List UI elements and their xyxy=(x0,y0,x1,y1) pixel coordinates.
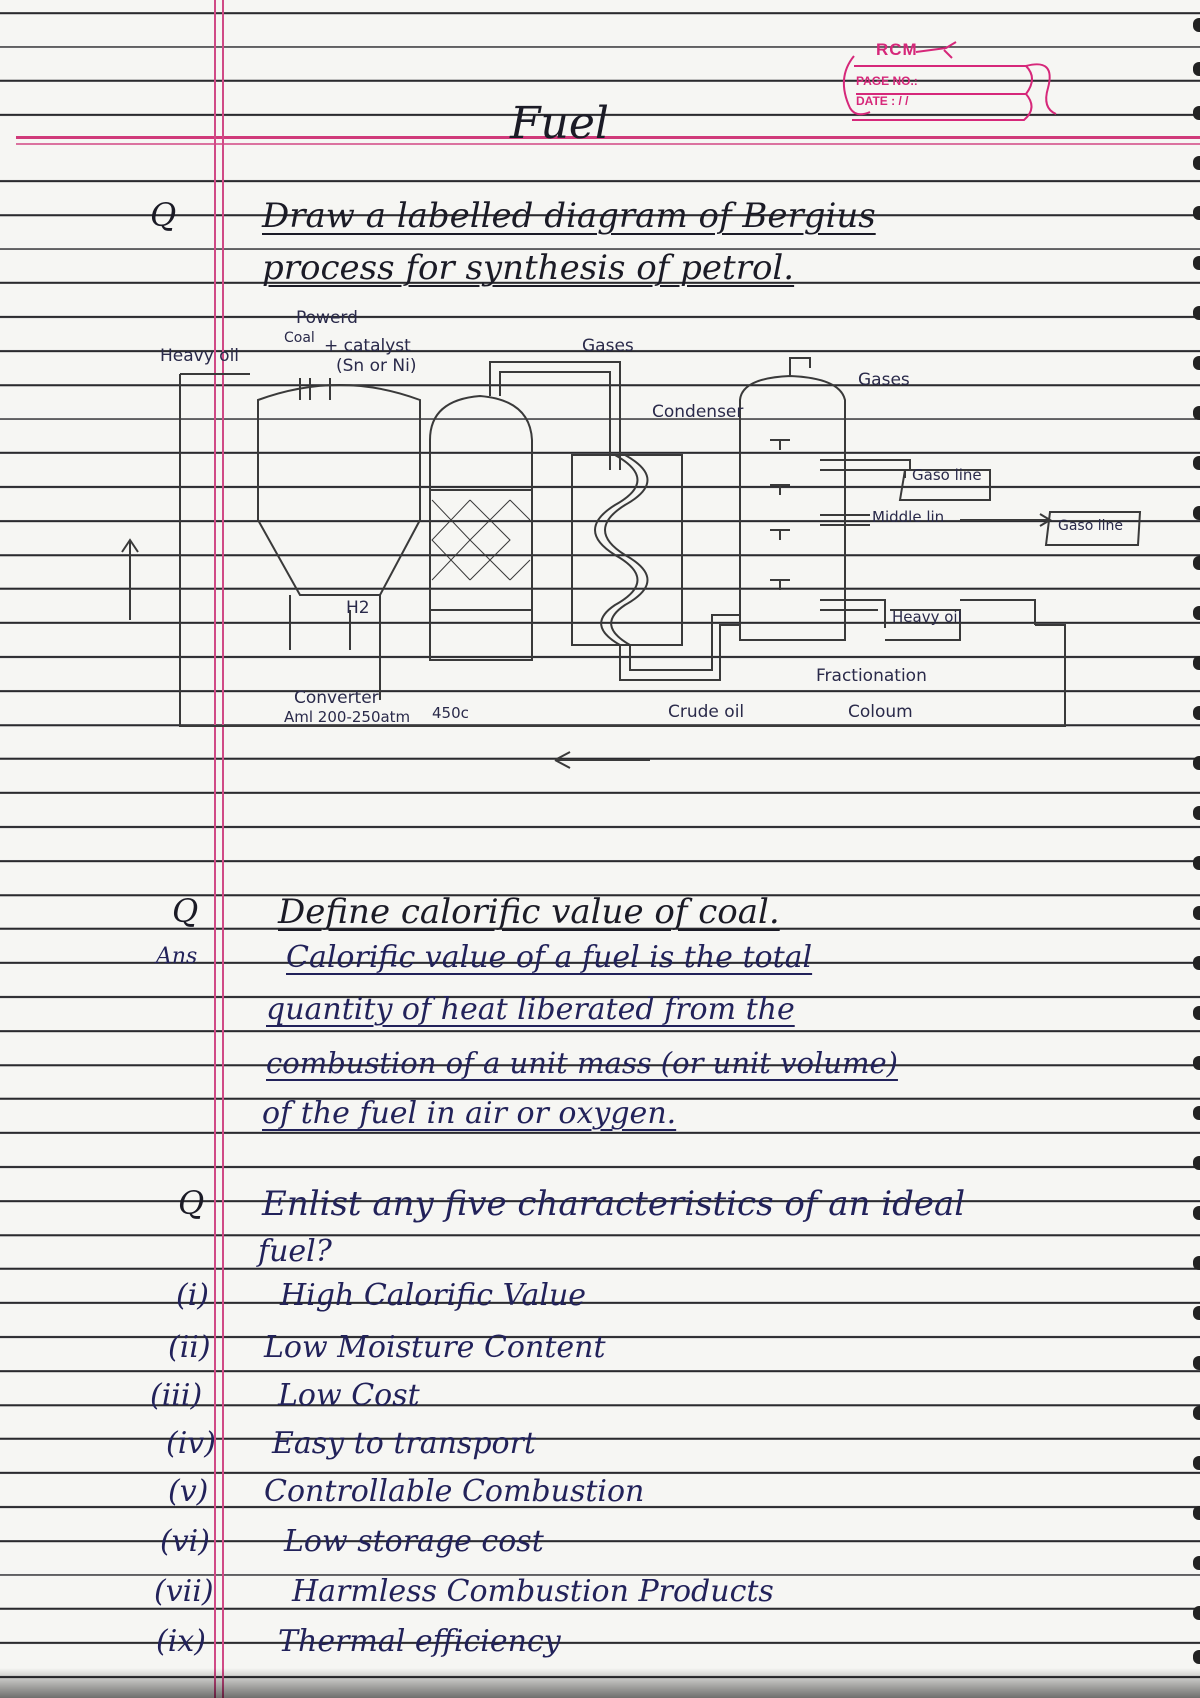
label-crude-oil: Crude oil xyxy=(668,702,745,722)
list-num: (v) xyxy=(168,1474,209,1509)
list-item: Low Moisture Content xyxy=(264,1330,606,1365)
q1-line-1: Draw a labelled diagram of Bergius xyxy=(262,196,876,236)
q1-line-2: process for synthesis of petrol. xyxy=(262,248,795,288)
q3-marker: Q xyxy=(178,1184,205,1222)
list-item: Easy to transport xyxy=(272,1426,536,1461)
list-item: High Calorific Value xyxy=(280,1278,587,1313)
reactor-column xyxy=(430,396,532,660)
label-gases-right: Gases xyxy=(858,370,910,390)
q2-marker: Q xyxy=(172,892,199,930)
label-converter-conditions: Aml 200-250atm xyxy=(284,708,411,726)
q3-line-1: Enlist any five characteristics of an ideal xyxy=(262,1184,966,1224)
label-converter: Converter xyxy=(294,688,379,708)
list-num: (vii) xyxy=(154,1574,214,1609)
list-num: (vi) xyxy=(160,1524,210,1559)
label-catalyst: + catalyst xyxy=(324,336,411,356)
label-powered: Powerd xyxy=(296,308,358,328)
page-edge-shadow xyxy=(0,1668,1200,1698)
list-item: Thermal efficiency xyxy=(278,1624,561,1659)
q2-question: Define calorific value of coal. xyxy=(278,892,780,932)
list-num: (ix) xyxy=(156,1624,206,1659)
label-gasoline: Gaso line xyxy=(912,466,982,484)
answer-line-2: quantity of heat liberated from the xyxy=(266,992,795,1027)
list-num: (iii) xyxy=(150,1378,203,1413)
stamp-date: DATE : / / xyxy=(856,94,909,108)
label-coal: Coal xyxy=(284,330,315,346)
label-fractionation: Fractionation xyxy=(816,666,927,686)
ans-marker: Ans xyxy=(156,944,198,969)
list-item: Low Cost xyxy=(278,1378,420,1413)
list-item: Controllable Combustion xyxy=(264,1474,645,1509)
label-middle-line: Middle lin xyxy=(872,508,945,526)
label-temperature: 450c xyxy=(432,704,469,722)
label-catalyst-formula: (Sn or Ni) xyxy=(336,356,417,376)
q3-line-2: fuel? xyxy=(258,1234,332,1269)
label-heavy-oil: Heavy oil xyxy=(160,346,240,366)
label-gasoline-2: Gaso line xyxy=(1058,518,1124,534)
label-heavy-oil-right: Heavy oil xyxy=(892,608,962,626)
condenser-box xyxy=(572,455,682,645)
list-num: (iv) xyxy=(166,1426,216,1461)
list-num: (i) xyxy=(176,1278,210,1313)
answer-line-3: combustion of a unit mass (or unit volume) xyxy=(266,1046,898,1080)
list-item: Low storage cost xyxy=(284,1524,544,1559)
q1-marker: Q xyxy=(150,196,177,234)
list-num: (ii) xyxy=(168,1330,211,1365)
converter-vessel xyxy=(258,385,420,595)
label-h2: H2 xyxy=(346,598,370,618)
recycle-line xyxy=(180,374,1065,726)
return-arrow xyxy=(555,752,650,768)
label-column: Coloum xyxy=(848,702,913,722)
page-title: Fuel xyxy=(510,98,609,149)
list-item: Harmless Combustion Products xyxy=(292,1574,774,1609)
label-gases-top: Gases xyxy=(582,336,634,356)
answer-line-1: Calorific value of a fuel is the total xyxy=(286,940,813,975)
answer-line-4: of the fuel in air or oxygen. xyxy=(262,1096,677,1131)
stamp-page-no: PAGE NO.: xyxy=(856,74,918,88)
label-condenser: Condenser xyxy=(652,402,744,422)
stamp-brand: RCM xyxy=(876,40,918,59)
